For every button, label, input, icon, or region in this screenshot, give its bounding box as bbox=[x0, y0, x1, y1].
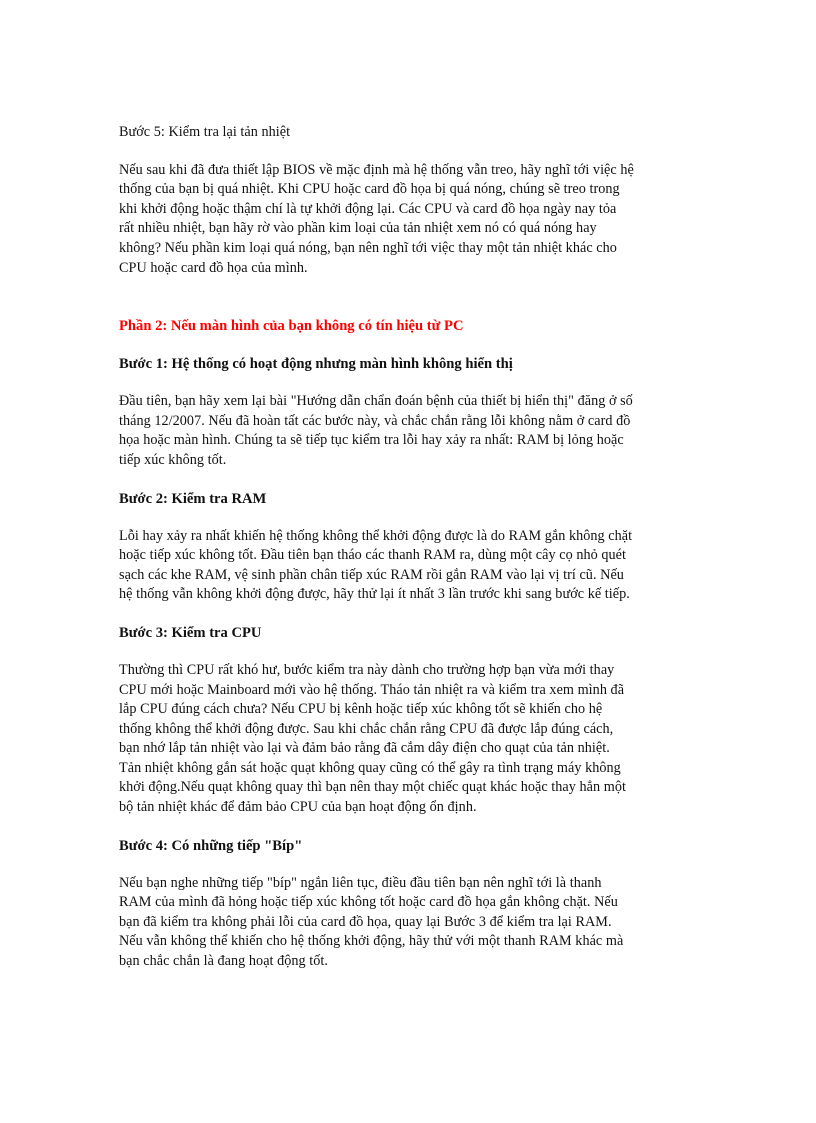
step2-paragraph: Lỗi hay xảy ra nhất khiến hệ thống không thể khởi động được là do RAM gắn không chặt hoặc tiếp xúc không tốt. Đầu tiên bạn tháo các thanh RAM ra, dùng một cây cọ nhỏ quét sạch các khe RAM, vệ sinh phần chân tiếp xúc RAM rồi gắn RAM vào lại vị trí cũ. Nếu hệ thống vẫn không khởi động được, hãy thử lại ít nhất 3 lần trước khi sang bước kế tiếp. bbox=[119, 527, 633, 603]
step1-paragraph: Đầu tiên, bạn hãy xem lại bài "Hướng dẫn chẩn đoán bệnh của thiết bị hiển thị" đăng ở số tháng 12/2007. Nếu đã hoàn tất các bước này, và chắc chắn rằng lỗi không nằm ở card đồ họa hoặc màn hình. Chúng ta sẽ tiếp tục kiểm tra lỗi hay xảy ra nhất: RAM bị lỏng hoặc tiếp xúc không tốt. bbox=[119, 393, 633, 468]
step1-heading: Bước 1: Hệ thống có hoạt động nhưng màn hình không hiển thị bbox=[119, 356, 513, 373]
step2-heading: Bước 2: Kiểm tra RAM bbox=[119, 490, 267, 507]
document-page bbox=[119, 123, 697, 972]
step5-paragraph: Nếu sau khi đã đưa thiết lập BIOS về mặc định mà hệ thống vẫn treo, hãy nghĩ tới việc hệ thống của bạn bị quá nhiệt. Khi CPU hoặc card đồ họa bị quá nóng, chúng sẽ treo trong khi khởi động hoặc thậm chí là tự khởi động lại. Các CPU và card đồ họa ngày nay tỏa rất nhiều nhiệt, bạn hãy rờ vào phần kim loại của tản nhiệt xem nó có quá nóng hay không? Nếu phần kim loại quá nóng, bạn nên nghĩ tới việc thay một tản nhiệt khác cho CPU hoặc card đồ họa của mình. bbox=[119, 161, 634, 276]
part2-heading: Phần 2: Nếu màn hình của bạn không có tín hiệu từ PC bbox=[119, 318, 464, 335]
step4-heading: Bước 4: Có những tiếp "Bíp" bbox=[119, 837, 303, 854]
step5-title: Bước 5: Kiểm tra lại tản nhiệt bbox=[119, 124, 291, 140]
step3-heading: Bước 3: Kiểm tra CPU bbox=[119, 624, 262, 641]
step3-paragraph: Thường thì CPU rất khó hư, bước kiểm tra này dành cho trường hợp bạn vừa mới thay CPU mới hoặc Mainboard mới vào hệ thống. Tháo tản nhiệt ra và kiểm tra xem mình đã lắp CPU đúng cách chưa? Nếu CPU bị kênh hoặc tiếp xúc không tốt sẽ khiến cho hệ thống không thể khởi động được. Sau khi chắc chắn rằng CPU đã được lắp đúng cách, bạn nhớ lắp tản nhiệt vào lại và đảm bảo rằng đã cắm dây điện cho quạt của tản nhiệt. Tản nhiệt không gắn sát hoặc quạt không quay cũng có thể gây ra tình trạng máy không khởi động.Nếu quạt không quay thì bạn nên thay một chiếc quạt khác hoặc thay hẳn một bộ tản nhiệt khác để đảm bảo CPU của bạn hoạt động ổn định. bbox=[119, 661, 626, 816]
step4-paragraph: Nếu bạn nghe những tiếp "bíp" ngắn liên tục, điều đầu tiên bạn nên nghĩ tới là thanh RAM của mình đã hỏng hoặc tiếp xúc không tốt hoặc card đồ họa gắn không chặt. Nếu bạn đã kiểm tra không phải lỗi của card đồ họa, quay lại Bước 3 để kiểm tra lại RAM. Nếu vẫn không thể khiến cho hệ thống khởi động, hãy thử với một thanh RAM khác mà bạn chắc chắn là đang hoạt động tốt. bbox=[119, 874, 624, 970]
